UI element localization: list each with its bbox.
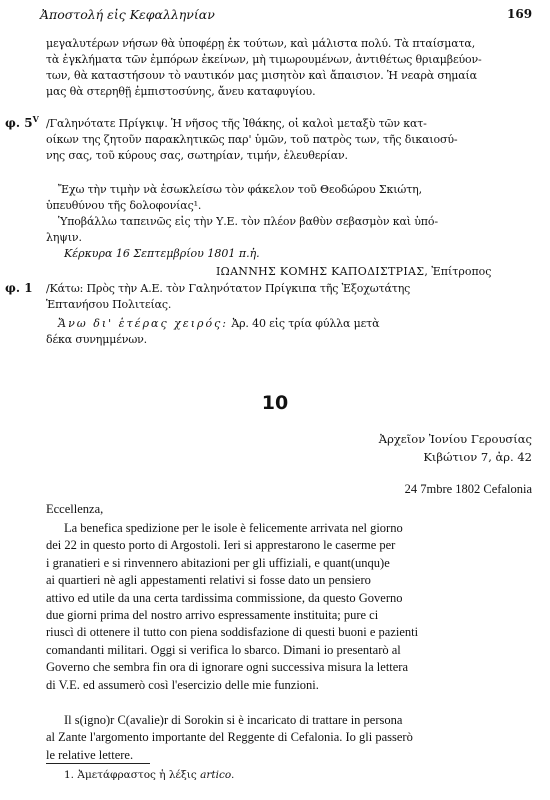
text-line: La benefica spedizione per le isole è felicemente arrivata nel giorno — [64, 521, 403, 535]
text-line: i granatieri e si rinvennero abitazioni per gli uffiziali, e quant(unqu)e — [46, 555, 390, 570]
greek-paragraph-6 — [46, 316, 524, 348]
text-run: Ἀρ. 40 εἰς τρία φύλλα μετὰ — [227, 317, 380, 330]
margin-folio-5v — [5, 114, 39, 130]
footnote — [64, 769, 234, 781]
greek-paragraph-2 — [46, 116, 524, 164]
greek-paragraph-1 — [46, 36, 524, 100]
footnote-separator — [46, 763, 150, 764]
text-line: δέκα συνημμένων. — [46, 333, 148, 346]
text-line: ὑπευθύνου τῆς δολοφονίας¹. — [46, 199, 202, 212]
text-line: μεγαλυτέρων νήσων θὰ ὑποφέρῃ ἐκ τούτων, καὶ μάλιστα πολύ. Τὰ πταίσματα, — [46, 37, 476, 50]
text-line: Ἑπτανήσου Πολιτείας. — [46, 298, 172, 311]
italic-run: Ἄνω δι' ἑτέρας χειρός: — [58, 317, 228, 330]
letter-date: 24 7mbre 1802 Cefalonia — [404, 482, 532, 496]
text-line: νης σας, τοῦ κύρους σας, σωτηρίαν, τιμήν, ἐλευθερίαν. — [46, 149, 348, 162]
text-line: των, θὰ καταστήσουν τὸ ναυτικόν μας μισητὸν καὶ ἄπαισιον. Ἡ νεαρὰ σημαία — [46, 69, 477, 82]
text-line — [46, 316, 524, 332]
text-line: τὰ ἐγκλήματα τῶν ἐμπόρων ἐκείνων, μὴ τιμωρουμένων, ἀντιθέτως θριαμβεύον- — [46, 53, 482, 66]
text-line: μας θὰ στερηθῇ ἐμπιστοσύνης, ἄνευ καταφυγίου. — [46, 85, 316, 98]
text-line: ληψιν. — [46, 231, 82, 244]
text-line: le relative lettere. — [46, 747, 134, 762]
italian-paragraph-1 — [46, 520, 530, 694]
text-line: Ὑποβάλλω ταπεινῶς εἰς τὴν Υ.Ε. τὸν πλέον βαθὺν σεβασμὸν καὶ ὑπό- — [58, 215, 438, 228]
signature-role: , Ἐπίτροπος — [424, 265, 492, 278]
text-line: comandanti militari. Oggi si verifica lo sbarco. Dimani io presentarò al — [46, 642, 401, 657]
footnote-term: artico. — [200, 769, 235, 781]
page-number: 169 — [507, 7, 533, 21]
archive-name: Ἀρχεῖον Ἰονίου Γερουσίας — [378, 432, 532, 446]
text-line: οίκων της ζητοῦν παρακλητικῶς παρ' ὑμῶν, τοῦ πατρὸς των, τῆς δικαιοσύ- — [46, 133, 458, 146]
text-line: attivo ed utile da una certa tardissima commissione, da questo Governo — [46, 590, 403, 605]
text-line: ai quartieri nè agli appestamenti relativi si fosse dato un pensiero — [46, 573, 371, 588]
text-line: riuscì di ottenere il tutto con piena soddisfazione di questi buoni e pazienti — [46, 625, 419, 640]
text-line: Governo che sembra fin ora di ignorare ogni successiva misura la lettera — [46, 660, 409, 675]
margin-folio-sup: V — [32, 114, 39, 124]
document-number: 10 — [261, 392, 289, 414]
text-line: Ἔχω τὴν τιμὴν νὰ ἐσωκλείσω τὸν φάκελον τοῦ Θεοδώρου Σκιώτη, — [58, 183, 422, 196]
salutation: Eccellenza, — [46, 502, 104, 516]
text-line: /Κάτω: Πρὸς τὴν Α.Ε. τὸν Γαληνότατον Πρίγκιπα τῆς Ἐξοχωτάτης — [46, 282, 411, 295]
running-header-title: Ἀποστολή εἰς Κεφαλληνίαν — [40, 7, 215, 22]
greek-paragraph-3 — [46, 182, 524, 214]
greek-paragraph-4 — [46, 214, 524, 246]
text-line: dei 22 in questo porto di Argostoli. Ieri si apprestarono le caserme per — [46, 538, 396, 553]
text-line: /Γαληνότατε Πρίγκιψ. Ἡ νῆσος τῆς Ἰθάκης, οἱ καλοὶ μεταξὺ τῶν κατ- — [46, 117, 427, 130]
greek-dateline: Κέρκυρα 16 Σεπτεμβρίου 1801 π.ἡ. — [64, 247, 260, 260]
italian-paragraph-2 — [46, 712, 530, 764]
text-line: Il s(igno)r C(avalie)r di Sorokin si è incaricato di trattare in persona — [64, 713, 403, 727]
text-line: di V.E. ed assumerò così l'esercizio delle mie funzioni. — [46, 677, 319, 692]
text-line: al Zante l'argomento importante del Reggente di Cefalonia. Io gli passerò — [46, 730, 413, 745]
footnote-text: Ἀμετάφραστος ἡ λέξις — [77, 769, 197, 781]
archive-reference: Κιβώτιον 7, ἀρ. 42 — [423, 450, 532, 464]
margin-folio-text: φ. 5 — [5, 116, 33, 130]
text-line: due giorni prima del nostro arrivo espressamente instituita; pure ci — [46, 608, 379, 623]
margin-folio-1: φ. 1 — [5, 281, 33, 295]
greek-signature — [216, 265, 491, 278]
footnote-marker: 1. — [64, 769, 75, 781]
signature-name: ΙΩΑΝΝΗΣ ΚΟΜΗΣ ΚΑΠΟΔΙΣΤΡΙΑΣ — [216, 265, 425, 278]
greek-paragraph-5 — [46, 281, 524, 313]
